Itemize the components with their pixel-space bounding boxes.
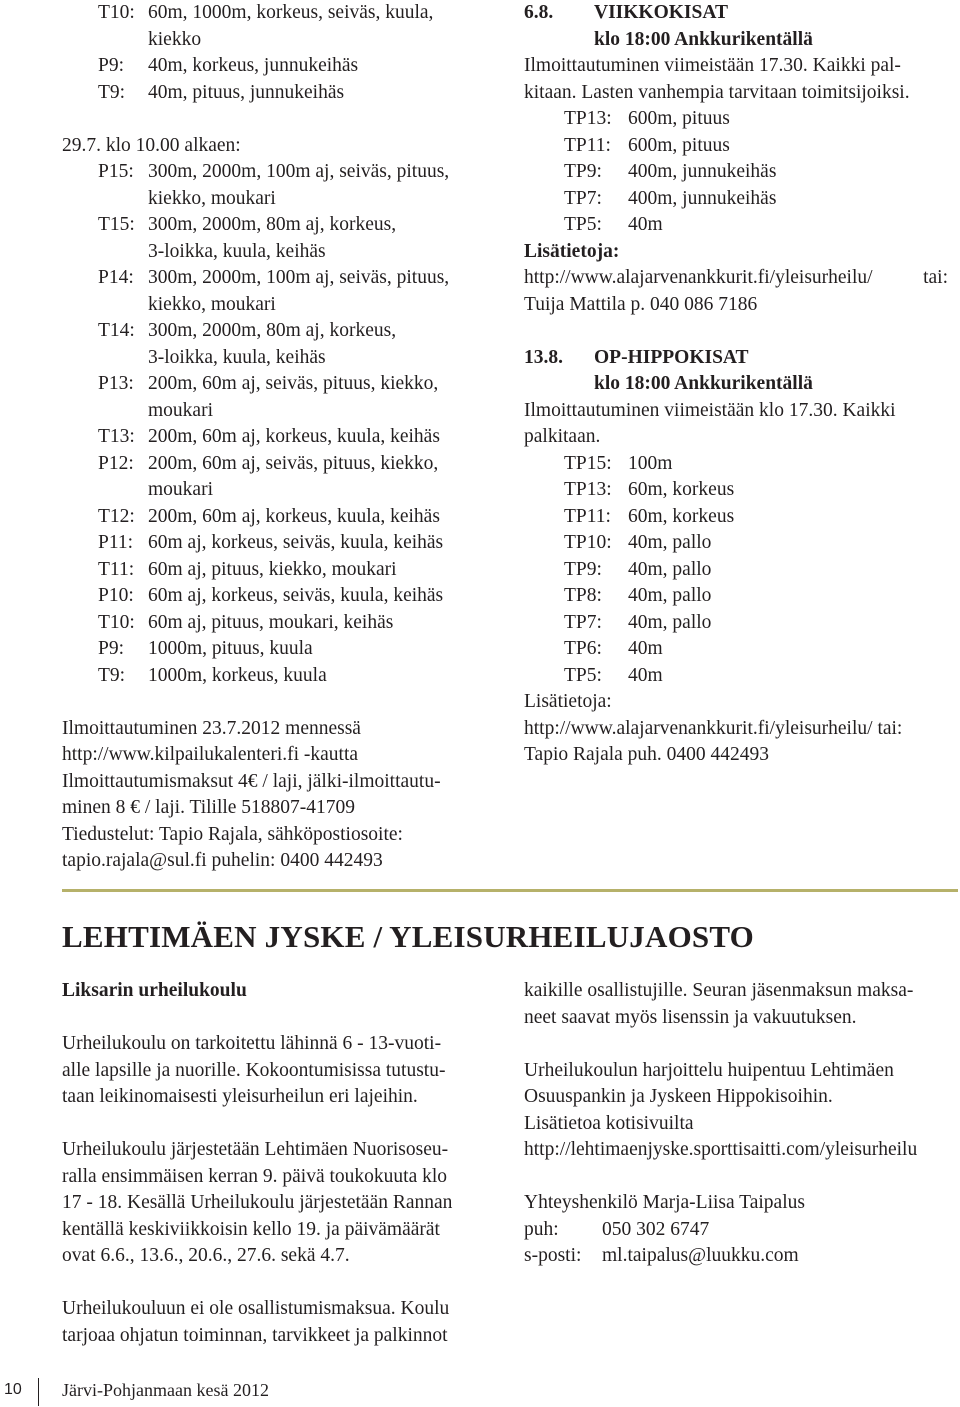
hippo-url-line[interactable]: http://www.alajarvenankkurit.fi/yleisurheilu/ tai:	[524, 717, 903, 739]
event-group-label: T15:	[98, 214, 135, 235]
viikko-contact: Tuija Mattila p. 040 086 7186	[524, 293, 758, 315]
event-group-label: P10:	[98, 585, 134, 606]
paragraph-line: ovat 6.6., 13.6., 20.6., 27.6. sekä 4.7.	[62, 1245, 350, 1266]
viikko-intro	[524, 53, 956, 106]
paragraph-line: kaikille osallistujille. Seuran jäsenmaksun maksa-	[524, 980, 914, 1001]
event-list: 400m, junnukeihäs	[628, 161, 777, 182]
event-group-label: TP7:	[564, 611, 602, 633]
event-list: 300m, 2000m, 80m aj, korkeus,	[148, 214, 397, 235]
registration-line: tapio.rajala@sul.fi puhelin: 0400 442493	[62, 850, 383, 871]
event-row	[98, 530, 482, 557]
event-group-label: P15:	[98, 161, 134, 182]
event-group-label	[98, 27, 148, 54]
page-footer	[0, 1378, 400, 1404]
event-list: kiekko, moukari	[148, 187, 276, 209]
hippo-intro-line: Ilmoittautuminen viimeistään klo 17.30. Kaikki	[524, 399, 896, 421]
event-list: 60m, korkeus	[628, 505, 735, 527]
right-column	[524, 0, 956, 769]
event-list: kiekko, moukari	[148, 293, 276, 315]
event-list: 60m, korkeus	[628, 479, 735, 500]
event-row	[564, 530, 956, 557]
paragraph-line: ralla ensimmäisen kerran 9. päivä toukokuuta klo	[62, 1165, 448, 1187]
left-column	[62, 0, 482, 875]
event-list: 60m aj, pituus, moukari, keihäs	[148, 611, 394, 633]
event-row	[564, 610, 956, 637]
liksari-right-paragraphs	[524, 978, 958, 1164]
event-group-label: TP8:	[564, 585, 602, 606]
event-list: 400m, junnukeihäs	[628, 187, 777, 209]
event-row	[564, 159, 956, 186]
event-list: 300m, 2000m, 80m aj, korkeus,	[148, 320, 397, 341]
event-row	[98, 265, 482, 292]
paragraph-line: neet saavat myös lisenssin ja vakuutuksen.	[524, 1006, 857, 1028]
registration-line: minen 8 € / laji. Tilille 518807-41709	[62, 797, 356, 818]
event-list: 300m, 2000m, 100m aj, seiväs, pituus,	[148, 161, 450, 182]
event-group-label: TP6:	[564, 638, 602, 659]
event-row	[98, 504, 482, 531]
event-row	[564, 186, 956, 213]
event-row	[98, 27, 482, 54]
event-group-label: T13:	[98, 426, 135, 447]
event-group-label: P11:	[98, 532, 134, 553]
event-row	[98, 80, 482, 107]
event-row	[98, 610, 482, 637]
event-list: 3-loikka, kuula, keihäs	[148, 346, 326, 368]
event-group-label: T11:	[98, 558, 135, 580]
event-list: 300m, 2000m, 100m aj, seiväs, pituus,	[148, 267, 450, 288]
event-list: 200m, 60m aj, seiväs, pituus, kiekko,	[148, 452, 439, 474]
event-list: 40m, pallo	[628, 558, 712, 580]
hippo-intro	[524, 398, 956, 451]
email-label: s-posti:	[524, 1245, 582, 1266]
event-row	[98, 239, 482, 266]
event-row	[98, 212, 482, 239]
phone-label: puh:	[524, 1218, 559, 1240]
registration-line: Ilmoittautumismaksut 4€ / laji, jälki-ilmoittautu-	[62, 770, 441, 792]
liksari-right-column	[524, 978, 958, 1270]
viikko-events	[524, 106, 956, 239]
event-row	[564, 663, 956, 690]
paragraph-line: kentällä keskiviikkoisin kello 19. ja päivämäärät	[62, 1218, 440, 1240]
paragraph-line: Osuuspankin ja Jyskeen Hippokisoihin.	[524, 1086, 833, 1107]
event-row	[98, 663, 482, 690]
event-group-label: TP11:	[564, 134, 611, 156]
publication-name: Järvi-Pohjanmaan kesä 2012	[62, 1380, 269, 1400]
event-row	[98, 292, 482, 319]
event-group-label: TP9:	[564, 558, 602, 580]
event-list: 40m, pallo	[628, 532, 712, 553]
event-row	[98, 424, 482, 451]
event-list: 40m, korkeus, junnukeihäs	[148, 55, 359, 76]
event-group-label	[98, 292, 148, 319]
event-row	[98, 318, 482, 345]
event-row	[564, 451, 956, 478]
event-list: 1000m, pituus, kuula	[148, 638, 313, 659]
paragraph-line: Urheilukoulun harjoittelu huipentuu Lehtimäen	[524, 1059, 894, 1081]
event-group-label: TP13:	[564, 108, 612, 129]
event-group-label: P13:	[98, 373, 134, 394]
paragraph-line: alle lapsille ja nuorille. Kokoontumisissa tutustu-	[62, 1059, 446, 1081]
event-row	[564, 557, 956, 584]
viikko-date: 6.8.	[524, 2, 554, 23]
event-row	[564, 477, 956, 504]
event-list: 40m, pallo	[628, 585, 712, 606]
registration-line: Ilmoittautuminen 23.7.2012 mennessä	[62, 717, 361, 739]
event-row	[98, 477, 482, 504]
event-row	[564, 583, 956, 610]
viikko-url[interactable]: http://www.alajarvenankkurit.fi/yleisurheilu/	[524, 267, 873, 288]
liksari-left-column	[62, 978, 492, 1349]
event-group-label: TP13:	[564, 479, 612, 500]
event-list: 40m	[628, 214, 663, 235]
event-row	[564, 504, 956, 531]
paragraph-line: 17 - 18. Kesällä Urheilukoulu järjestetään Rannan	[62, 1192, 453, 1213]
event-list-main	[62, 159, 482, 689]
event-group-label: TP5:	[564, 214, 602, 235]
event-group-label: P14:	[98, 267, 134, 288]
viikko-tai: tai:	[923, 267, 948, 288]
paragraph	[524, 978, 958, 1031]
event-list: moukari	[148, 479, 213, 500]
event-list: 60m, 1000m, korkeus, seiväs, kuula,	[148, 2, 434, 23]
viikko-title: VIIKKOKISAT	[594, 2, 729, 23]
section-divider	[62, 889, 958, 892]
paragraph	[62, 1296, 492, 1349]
event-row	[564, 212, 956, 239]
viikko-heading	[524, 0, 956, 27]
event-row	[564, 133, 956, 160]
event-list: 40m	[628, 664, 663, 686]
event-group-label: T12:	[98, 505, 135, 527]
phone-value: 050 302 6747	[602, 1218, 710, 1240]
event-row	[98, 53, 482, 80]
paragraph	[62, 1137, 492, 1270]
event-group-label: P9:	[98, 55, 125, 76]
paragraph-line: Urheilukouluun ei ole osallistumismaksua. Koulu	[62, 1298, 450, 1319]
registration-info	[62, 716, 482, 875]
event-row	[564, 636, 956, 663]
page-number: 10	[4, 1381, 22, 1398]
liksari-title: Liksarin urheilukoulu	[62, 980, 247, 1001]
hippo-info-label: Lisätietoja:	[524, 691, 612, 712]
event-list: 1000m, korkeus, kuula	[148, 664, 327, 686]
event-row	[98, 636, 482, 663]
event-list: 100m	[628, 452, 673, 474]
event-group-label	[98, 477, 148, 504]
contact-person: Yhteyshenkilö Marja-Liisa Taipalus	[524, 1192, 805, 1213]
event-row	[98, 451, 482, 478]
event-row	[98, 0, 482, 27]
event-group-label: T9:	[98, 664, 126, 686]
viikko-intro-line: Ilmoittautuminen viimeistään 17.30. Kaikki pal-	[524, 55, 901, 76]
paragraph-line: Lisätietoa kotisivuilta	[524, 1112, 694, 1134]
liksari-paragraphs	[62, 1031, 492, 1349]
footer-divider	[38, 1378, 39, 1406]
event-group-label: P12:	[98, 452, 134, 474]
event-list: 200m, 60m aj, korkeus, kuula, keihäs	[148, 426, 440, 447]
viikko-info-label: Lisätietoja:	[524, 240, 620, 262]
event-group-label: TP11:	[564, 505, 611, 527]
event-list: 200m, 60m aj, seiväs, pituus, kiekko,	[148, 373, 439, 394]
paragraph-line: tarjoaa ohjatun toiminnan, tarvikkeet ja palkinnot	[62, 1324, 448, 1346]
paragraph-line: Urheilukoulu on tarkoitettu lähinnä 6 - 13-vuoti-	[62, 1033, 442, 1054]
hippo-contact: Tapio Rajala puh. 0400 442493	[524, 744, 770, 765]
paragraph	[524, 1058, 958, 1164]
registration-line: http://www.kilpailukalenteri.fi -kautta	[62, 744, 359, 765]
event-list: 60m aj, pituus, kiekko, moukari	[148, 558, 397, 580]
section-heading: LEHTIMÄEN JYSKE / YLEISURHEILUJAOSTO	[62, 919, 754, 954]
paragraph	[62, 1031, 492, 1111]
event-list: 600m, pituus	[628, 108, 730, 129]
event-group-label: TP5:	[564, 664, 602, 686]
event-row	[98, 398, 482, 425]
viikko-time-place: klo 18:00 Ankkurikentällä	[594, 28, 813, 50]
hippo-intro-line: palkitaan.	[524, 426, 601, 447]
viikko-url-line	[524, 265, 948, 292]
event-list: 200m, 60m aj, korkeus, kuula, keihäs	[148, 505, 440, 527]
registration-line: Tiedustelut: Tapio Rajala, sähköpostiosoite:	[62, 823, 403, 845]
event-row	[98, 345, 482, 372]
event-list-earlier	[62, 0, 482, 106]
event-group-label: TP10:	[564, 532, 612, 553]
hippo-events	[524, 451, 956, 690]
event-group-label: P9:	[98, 638, 125, 659]
event-group-label: T10:	[98, 611, 135, 633]
event-list: 60m aj, korkeus, seiväs, kuula, keihäs	[148, 532, 444, 553]
event-row	[98, 371, 482, 398]
event-group-label	[98, 345, 148, 372]
event-row	[564, 106, 956, 133]
event-group-label	[98, 186, 148, 213]
event-group-label: T10:	[98, 2, 135, 23]
contact-email-row	[524, 1243, 958, 1270]
hippo-time-place: klo 18:00 Ankkurikentällä	[594, 373, 813, 394]
event-row	[98, 186, 482, 213]
event-group-label: TP9:	[564, 161, 602, 182]
event-group-label: TP7:	[564, 187, 602, 209]
viikko-intro-line: kitaan. Lasten vanhempia tarvitaan toimitsijoiksi.	[524, 81, 910, 103]
hippo-heading	[524, 345, 956, 372]
event-row	[98, 583, 482, 610]
event-list: kiekko	[148, 28, 202, 50]
contact-phone-row	[524, 1217, 958, 1244]
event-group-label	[98, 239, 148, 266]
event-row	[98, 159, 482, 186]
paragraph-line: http://lehtimaenjyske.sporttisaitti.com/yleisurheilu	[524, 1139, 918, 1160]
event-list: 40m	[628, 638, 663, 659]
event-list: 600m, pituus	[628, 134, 730, 156]
event-list: 40m, pallo	[628, 611, 712, 633]
event-list: moukari	[148, 399, 213, 421]
event-group-label: T14:	[98, 320, 135, 341]
event-list: 60m aj, korkeus, seiväs, kuula, keihäs	[148, 585, 444, 606]
event-group-label: T9:	[98, 81, 126, 103]
paragraph-line: taan leikinomaisesti yleisurheilun eri lajeihin.	[62, 1086, 418, 1107]
event-list: 40m, pituus, junnukeihäs	[148, 81, 345, 103]
event-row	[98, 557, 482, 584]
hippo-title: OP-HIPPOKISAT	[594, 346, 749, 368]
event-group-label: TP15:	[564, 452, 612, 474]
paragraph-line: Urheilukoulu järjestetään Lehtimäen Nuorisoseu-	[62, 1139, 449, 1160]
date-line: 29.7. klo 10.00 alkaen:	[62, 134, 241, 156]
hippo-date: 13.8.	[524, 346, 563, 368]
email-value[interactable]: ml.taipalus@luukku.com	[602, 1245, 799, 1266]
event-list: 3-loikka, kuula, keihäs	[148, 240, 326, 262]
event-group-label	[98, 398, 148, 425]
